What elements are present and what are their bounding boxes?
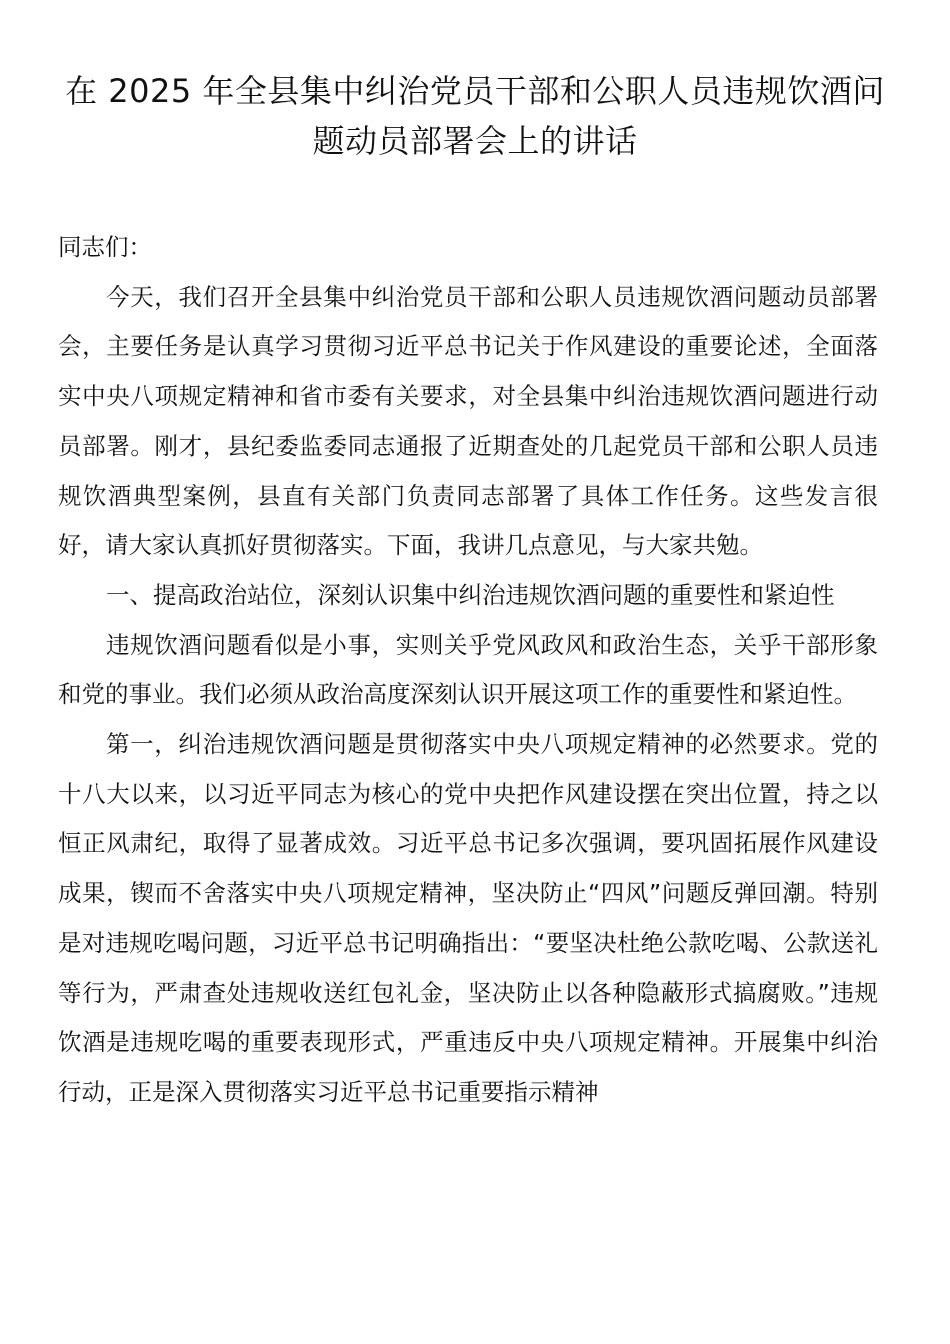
section-heading: 一、提高政治站位，深刻认识集中纠治违规饮酒问题的重要性和紧迫性 xyxy=(106,580,835,609)
paragraph-opening: 今天，我们召开全县集中纠治党员干部和公职人员违规饮酒问题动员部署会，主要任务是认真学习贯彻习近平总书记关于作风建设的重要论述，全面落实中央八项规定精神和省市委有关要求，对全县集中纠治违规饮酒问题进行动员部署。刚才，县纪委监委同志通报了近期查处的几起党员干部和公职人员违规饮酒典型案例，县直有关部门负责同志部署了具体工作任务。这些发言很好，请大家认真抓好贯彻落实。下面，我讲几点意见，与大家共勉。 xyxy=(58,282,878,560)
paragraph-first-point: 第一，纠治违规饮酒问题是贯彻落实中央八项规定精神的必然要求。党的十八大以来，以习近平同志为核心的党中央把作风建设摆在突出位置，持之以恒正风肃纪，取得了显著成效。习近平总书记多次强调，要巩固拓展作风建设成果，锲而不舍落实中央八项规定精神，坚决防止“四风”问题反弹回潮。特别是对违规吃喝问题，习近平总书记明确指出：“要坚决杜绝公款吃喝、公款送礼等行为，严肃查处违规收送红包礼金，坚决防止以各种隐蔽形式搞腐败。”违规饮酒是违规吃喝的重要表现形式，严重违反中央八项规定精神。开展集中纠治行动，正是深入贯彻落实习近平总书记重要指示精神 xyxy=(58,730,878,1106)
document-title: 在 2025 年全县集中纠治党员干部和公职人员违规饮酒问题动员部署会上的讲话 xyxy=(65,72,885,160)
salutation: 同志们： xyxy=(58,233,152,261)
paragraph-section-intro: 违规饮酒问题看似是小事，实则关乎党风政风和政治生态，关乎干部形象和党的事业。我们必须从政治高度深刻认识开展这项工作的重要性和紧迫性。 xyxy=(58,630,878,709)
document-body xyxy=(58,223,878,1118)
